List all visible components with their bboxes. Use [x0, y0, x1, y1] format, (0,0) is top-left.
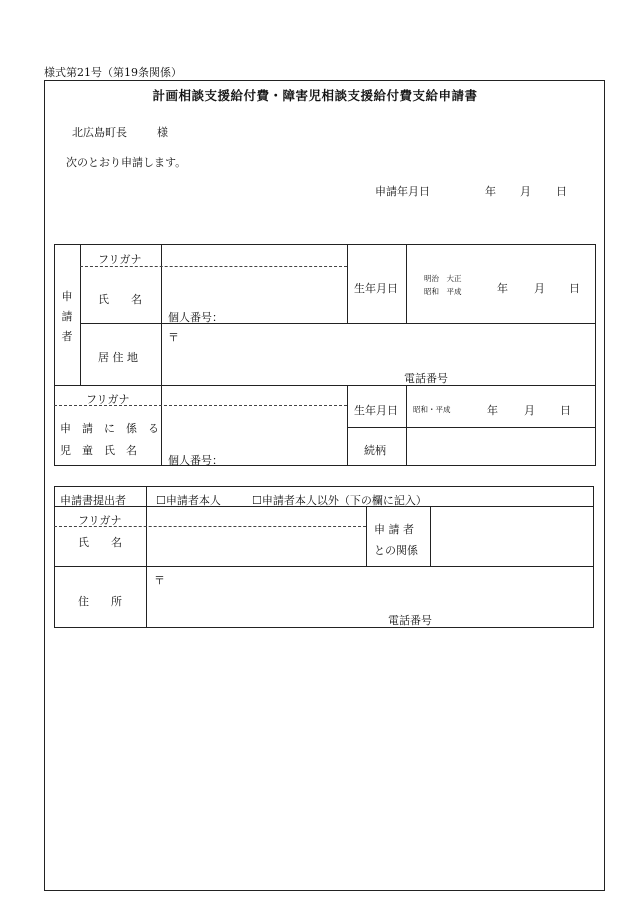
application-date-day[interactable]: 日 — [556, 185, 567, 198]
applicant-group-label-2: 請 — [61, 310, 73, 323]
table-divider — [347, 427, 596, 428]
application-date-year[interactable]: 年 — [485, 185, 496, 198]
table-divider — [146, 486, 147, 628]
table-divider — [430, 506, 431, 566]
application-date-month[interactable]: 月 — [520, 185, 531, 198]
applicant-furigana-label: フリガナ — [98, 253, 142, 266]
applicant-era-top[interactable]: 明治 大正 — [424, 274, 462, 283]
applicant-name-label: 氏 名 — [98, 293, 142, 306]
applicant-individual-number-label: 個人番号： — [168, 311, 223, 324]
submitter-furigana-label: フリガナ — [78, 514, 122, 527]
table-divider — [347, 244, 348, 323]
submitter-address-label: 住 所 — [78, 595, 122, 608]
table-divider — [347, 385, 348, 466]
applicant-address-label: 居 住 地 — [98, 351, 138, 364]
submitter-postal-mark: 〒 — [154, 574, 165, 587]
child-individual-number-label: 個人番号： — [168, 454, 223, 467]
child-birth-year[interactable]: 年 — [487, 404, 498, 417]
form-title: 計画相談支援給付費・障害児相談支援給付費支給申請書 — [152, 88, 478, 103]
applicant-birth-month[interactable]: 月 — [534, 282, 545, 295]
applicant-group-label-1: 申 — [61, 290, 73, 303]
submitter-option-other[interactable]: ☐申請者本人以外（下の欄に記入） — [252, 494, 427, 507]
table-divider — [406, 244, 407, 323]
applicant-group-label-3: 者 — [61, 330, 73, 343]
table-divider — [161, 244, 162, 466]
application-date-label: 申請年月日 — [375, 185, 430, 198]
submitter-phone-label: 電話番号 — [388, 614, 432, 627]
submitter-relation-line2: との関係 — [374, 544, 418, 557]
table-divider — [406, 385, 407, 466]
child-birth-month[interactable]: 月 — [524, 404, 535, 417]
applicant-birth-year[interactable]: 年 — [497, 282, 508, 295]
applicant-birth-label: 生年月日 — [354, 282, 398, 295]
child-furigana-label: フリガナ — [86, 393, 130, 406]
child-relation-label: 続柄 — [364, 444, 386, 457]
submitter-label: 申請書提出者 — [60, 494, 126, 507]
addressee-honorific: 様 — [157, 126, 168, 139]
applicant-era-bottom[interactable]: 昭和 平成 — [424, 287, 462, 296]
submitter-name-label: 氏 名 — [78, 536, 122, 549]
form-number: 様式第21号（第19条関係） — [44, 66, 182, 79]
applicant-phone-label: 電話番号 — [404, 372, 448, 385]
child-birth-day[interactable]: 日 — [560, 404, 571, 417]
addressee: 北広島町長 — [72, 126, 127, 139]
statement: 次のとおり申請します。 — [66, 156, 187, 169]
applicant-birth-day[interactable]: 日 — [569, 282, 580, 295]
child-label-line1: 申 請 に 係 る — [60, 422, 159, 435]
submitter-option-self[interactable]: ☐申請者本人 — [156, 494, 221, 507]
table-divider — [80, 323, 596, 324]
table-divider — [54, 566, 594, 567]
child-label-line2: 児 童 氏 名 — [60, 444, 137, 457]
table-divider — [366, 506, 367, 566]
child-birth-label: 生年月日 — [354, 404, 398, 417]
applicant-postal-mark: 〒 — [168, 331, 179, 344]
table-divider — [54, 385, 596, 386]
child-era[interactable]: 昭和・平成 — [413, 405, 451, 414]
submitter-relation-line1: 申 請 者 — [374, 523, 414, 536]
